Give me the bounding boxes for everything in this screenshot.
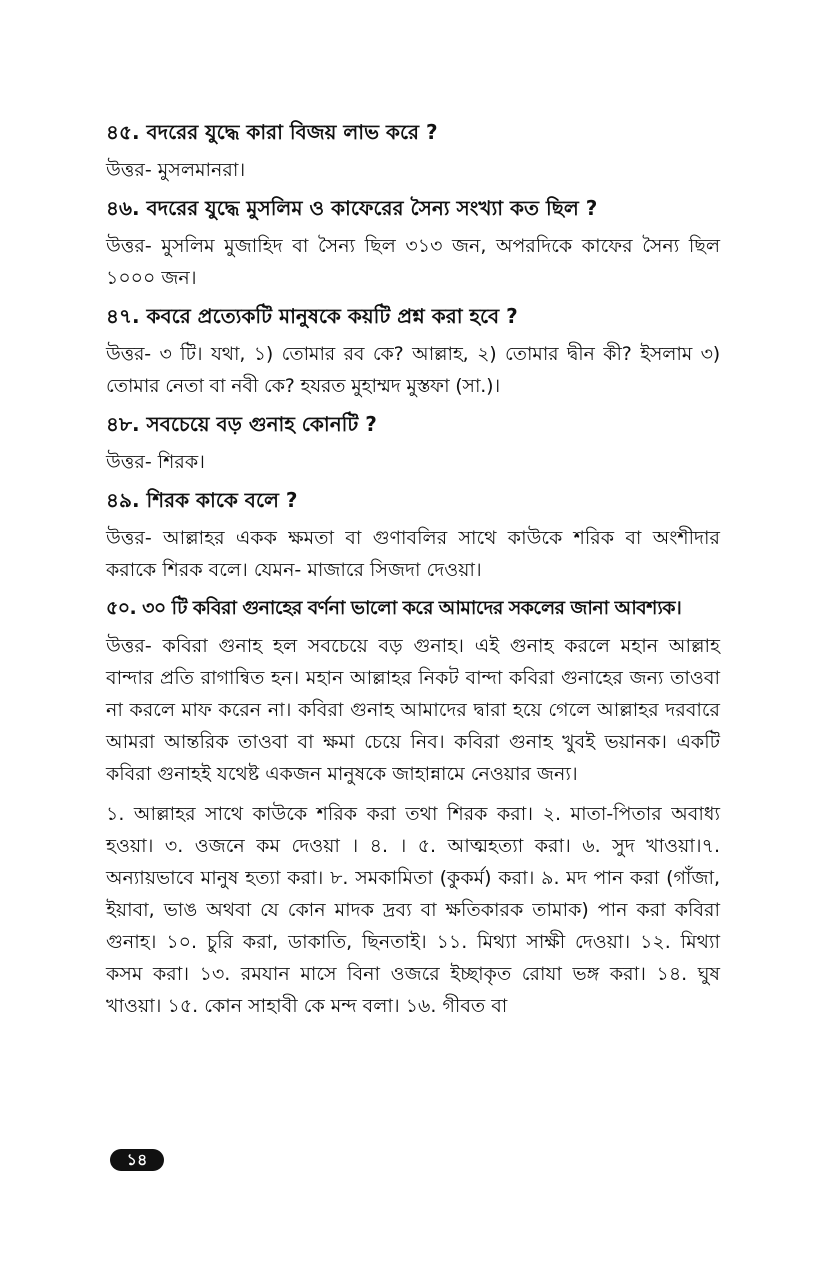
question-46: ৪৬. বদরের যুদ্ধে মুসলিম ও কাফেরের সৈন্য সংখ্যা কত ছিল ? xyxy=(106,196,598,220)
kabira-list-paragraph: ১. আল্লাহর সাথে কাউকে শরিক করা তথা শিরক করা। ২. মাতা-পিতার অবাধ্য হওয়া। ৩. ওজনে কম দেওয়া । ৪. । ৫. আত্মহত্যা করা। ৬. সুদ খাওয়া।৭. অন্যায়ভাবে মানুষ হত্যা করা। ৮. সমকামিতা (কুকর্ম) করা। ৯. মদ পান করা (গাঁজা, ইয়াবা, ভাঙ অথবা যে কোন মাদক দ্রব্য বা ক্ষতিকারক তামাক) পান করা কবিরা গুনাহ। ১০. চুরি করা, ডাকাতি, ছিনতাই। ১১. মিথ্যা সাক্ষী দেওয়া। ১২. মিথ্যা কসম করা। ১৩. রমযান মাসে বিনা ওজরে ইচ্ছাকৃত রোযা ভঙ্গ করা। ১৪. ঘুষ খাওয়া। ১৫. কোন সাহাবী কে মন্দ বলা। ১৬. গীবত বা xyxy=(106,803,720,1017)
answer-48: উত্তর- শিরক। xyxy=(106,451,205,473)
answer-46: উত্তর- মুসলিম মুজাহিদ বা সৈন্য ছিল ৩১৩ জন, অপরদিকে কাফের সৈন্য ছিল ১০০০ জন। xyxy=(106,235,720,289)
answer-45: উত্তর- মুসলমানরা। xyxy=(106,159,246,181)
question-49: ৪৯. শিরক কাকে বলে ? xyxy=(106,488,298,512)
answer-50: উত্তর- কবিরা গুনাহ হল সবচেয়ে বড় গুনাহ। এই গুনাহ করলে মহান আল্লাহ বান্দার প্রতি রাগান্বিত হন। মহান আল্লাহর নিকট বান্দা কবিরা গুনাহের জন্য তাওবা না করলে মাফ করেন না। কবিরা গুনাহ আমাদের দ্বারা হয়ে গেলে আল্লাহর দরবারে আমরা আন্তরিক তাওবা বা ক্ষমা চেয়ে নিব। কবিরা গুনাহ খুবই ভয়ানক। একটি কবিরা গুনাহই যথেষ্ট একজন মানুষকে জাহান্নামে নেওয়ার জন্য। xyxy=(106,635,720,785)
question-48: ৪৮. সবচেয়ে বড় গুনাহ কোনটি ? xyxy=(106,412,377,436)
question-45: ৪৫. বদরের যুদ্ধে কারা বিজয় লাভ করে ? xyxy=(106,120,438,144)
page-content xyxy=(106,118,720,1030)
question-47: ৪৭. কবরে প্রত্যেকটি মানুষকে কয়টি প্রশ্ন করা হবে ? xyxy=(106,304,518,328)
question-50: ৫০. ৩০ টি কবিরা গুনাহের বর্ণনা ভালো করে আমাদের সকলের জানা আবশ্যক। xyxy=(106,597,682,619)
page-number-badge: ১৪ xyxy=(110,1149,164,1171)
answer-47: উত্তর- ৩ টি। যথা, ১) তোমার রব কে? আল্লাহ, ২) তোমার দ্বীন কী? ইসলাম ৩) তোমার নেতা বা নবী কে? হযরত মুহাম্মদ মুস্তফা (সা.)। xyxy=(106,343,720,397)
answer-49: উত্তর- আল্লাহর একক ক্ষমতা বা গুণাবলির সাথে কাউকে শরিক বা অংশীদার করাকে শিরক বলে। যেমন- মাজারে সিজদা দেওয়া। xyxy=(106,527,720,581)
